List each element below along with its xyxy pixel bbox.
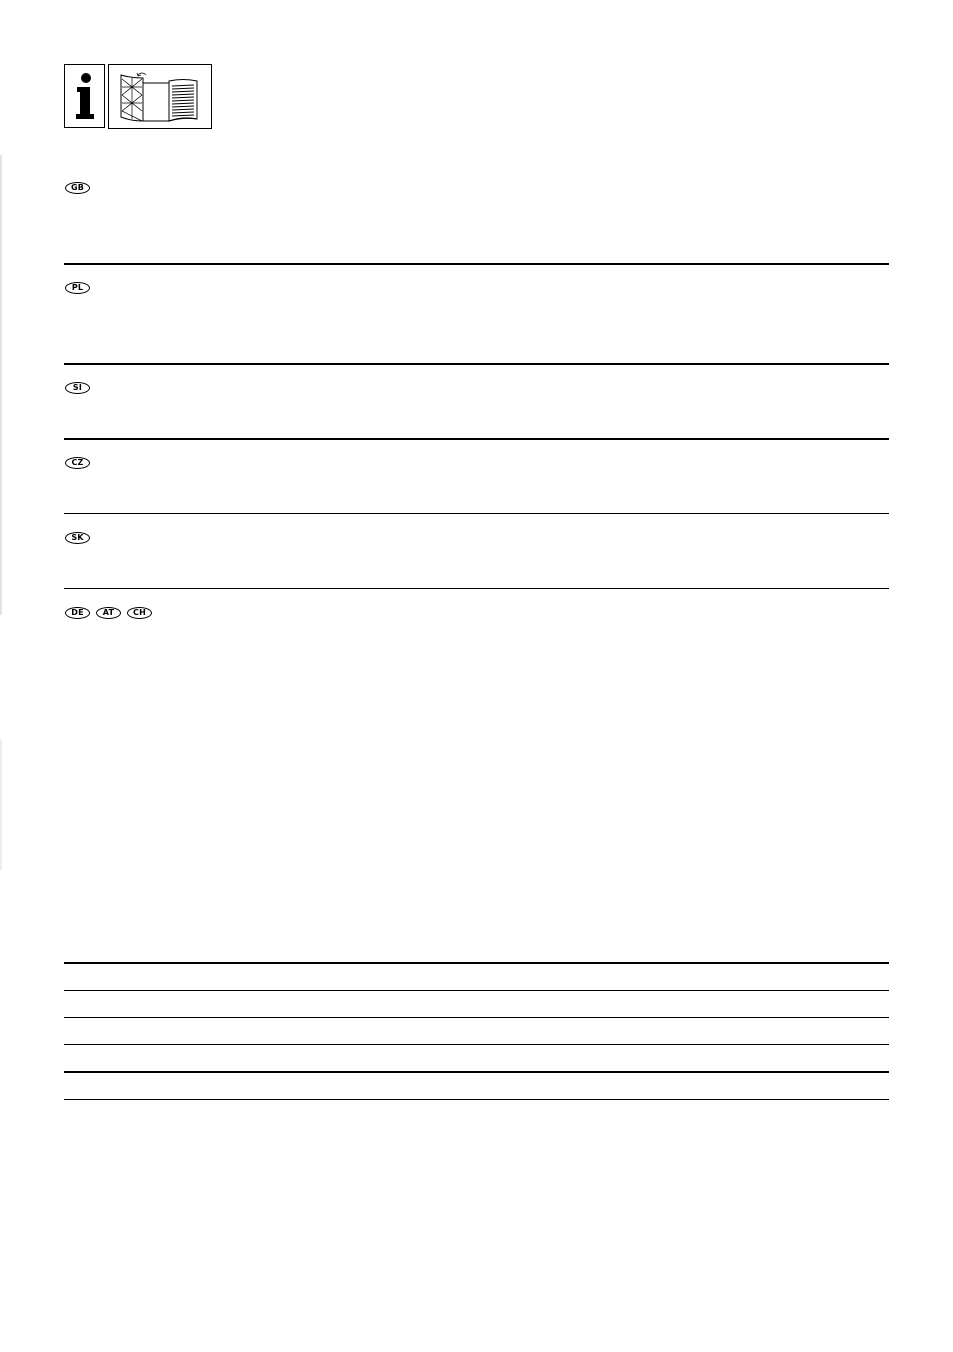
section-divider [64,588,889,589]
section-divider [64,438,889,440]
section-divider [64,263,889,265]
page-edge-mark [0,740,2,870]
table-rule [64,1044,889,1045]
table-rule [64,1071,889,1073]
country-badge-de: DE [65,607,90,619]
table-rule [64,1099,889,1100]
section-divider [64,363,889,365]
table-rule [64,962,889,964]
section-divider [64,513,889,514]
country-badge-cz: CZ [65,457,90,469]
fold-out-page-icon [108,64,212,129]
table-rule [64,990,889,991]
country-badge-gb: GB [65,182,90,194]
country-badge-si: SI [65,382,90,394]
country-badge-at: AT [96,607,121,619]
table-rule [64,1017,889,1018]
info-icon [64,64,105,128]
country-badge-pl: PL [65,282,90,294]
country-badge-ch: CH [127,607,152,619]
country-badge-sk: SK [65,532,90,544]
page-edge-mark [0,155,2,615]
